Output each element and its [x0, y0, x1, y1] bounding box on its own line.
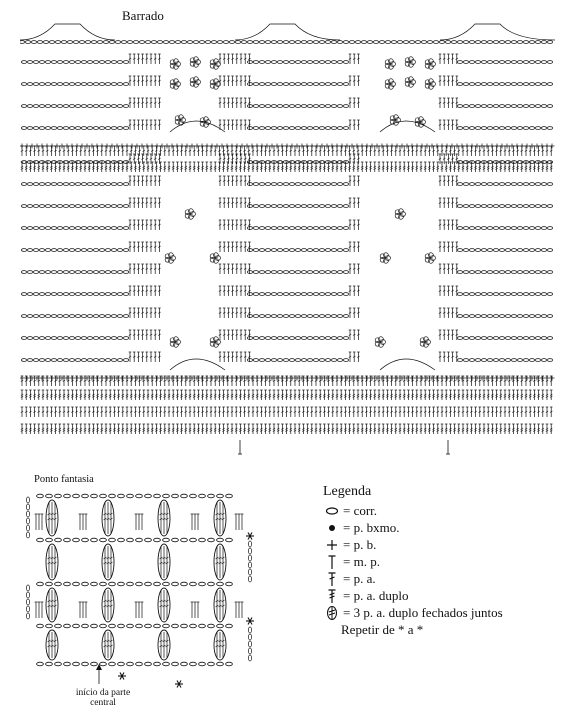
ponto-fantasia-title: Ponto fantasia — [34, 474, 94, 485]
legend-row-treble: = p. a. duplo — [323, 587, 503, 604]
start-note-line1: início da parte — [75, 688, 131, 698]
start-note-line2: central — [90, 698, 116, 708]
legend-row-single: = p. b. — [323, 536, 503, 553]
legend — [323, 484, 503, 638]
single-crochet-plus-icon — [323, 538, 341, 552]
legend-title: Legenda — [323, 484, 372, 499]
double-crochet-icon — [323, 571, 341, 587]
barrado-title: Barrado — [122, 8, 164, 23]
chain-oval-icon — [323, 506, 341, 516]
slip-stitch-dot-icon — [323, 523, 341, 533]
cluster-3-treble-icon — [323, 605, 341, 621]
half-double-crochet-icon — [323, 554, 341, 570]
barrado-stitches — [20, 24, 555, 454]
treble-crochet-icon — [323, 588, 341, 604]
ponto-fantasia-stitches — [26, 494, 254, 687]
barrado-chart-diagram — [20, 22, 555, 462]
legend-row-cluster: = 3 p. a. duplo fechados juntos — [323, 604, 503, 621]
legend-row-chain: = corr. — [323, 502, 503, 519]
repeat-note: Repetir de * a * — [341, 622, 424, 637]
legend-row-slip: = p. bxmo. — [323, 519, 503, 536]
ponto-fantasia-chart-diagram — [24, 488, 264, 688]
legend-row-half: = m. p. — [323, 553, 503, 570]
legend-row-double: = p. a. — [323, 570, 503, 587]
start-note — [64, 688, 142, 708]
